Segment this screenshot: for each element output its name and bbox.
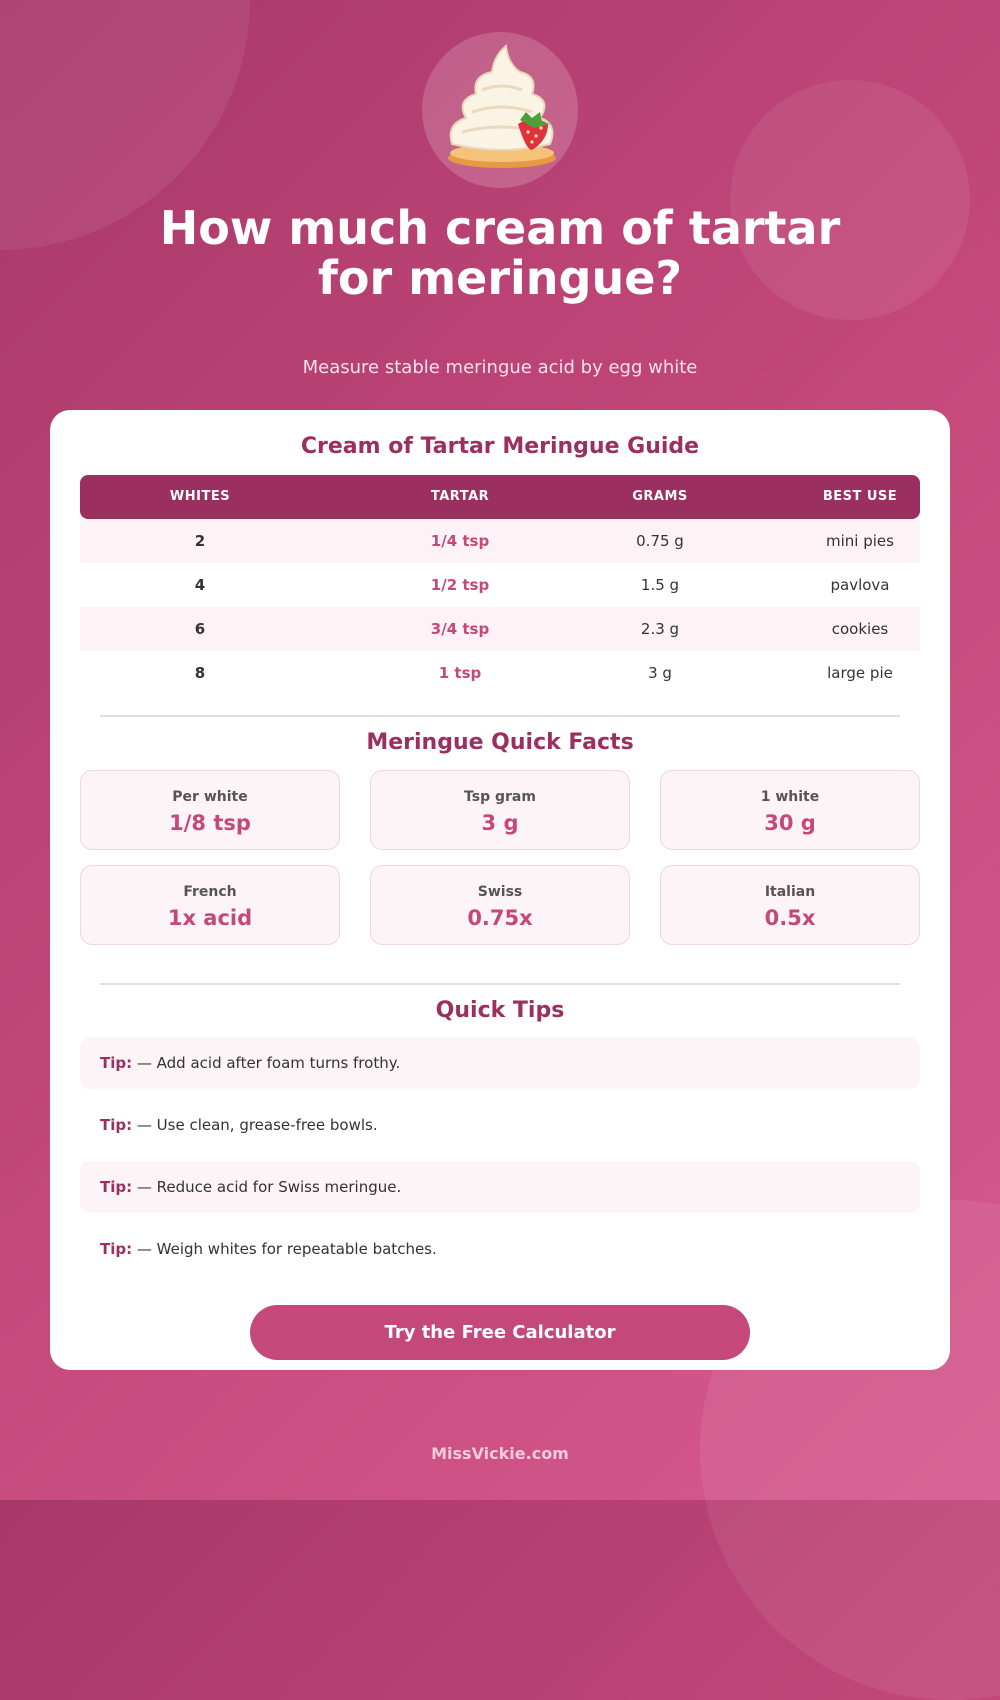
fact-value: 1x acid (167, 906, 253, 930)
grams-cell: 0.75 g (636, 532, 684, 550)
column-header-best-use: BEST USE (822, 489, 898, 504)
fact-label: Tsp gram (464, 789, 536, 805)
table-row (80, 607, 920, 651)
fact-label: 1 white (760, 789, 820, 805)
grams-cell: 1.5 g (640, 576, 680, 594)
fact-label: French (183, 884, 237, 900)
fact-card (660, 770, 920, 850)
guide-table (80, 475, 920, 695)
fact-label: Per white (172, 789, 248, 805)
tip-item (80, 1099, 920, 1151)
tip-item (80, 1223, 920, 1275)
table-row (80, 519, 920, 563)
table-row (80, 563, 920, 607)
best-use-cell: mini pies (826, 532, 894, 550)
meringue-icon (422, 32, 578, 188)
tartar-cell: 3/4 tsp (430, 620, 490, 638)
fact-label: Italian (764, 884, 816, 900)
tip-text: — Weigh whites for repeatable batches. (136, 1240, 437, 1258)
fact-value: 0.5x (764, 906, 816, 930)
tip-label: Tip: (100, 1240, 133, 1258)
section-divider (100, 983, 900, 985)
footer-brand: MissVickie.com (431, 1444, 569, 1463)
fact-card (660, 865, 920, 945)
tip-text: — Reduce acid for Swiss meringue. (136, 1178, 402, 1196)
fact-label: Swiss (477, 884, 523, 900)
page-title-line-1: How much cream of tartar (159, 201, 841, 255)
tartar-cell: 1 tsp (438, 664, 482, 682)
best-use-cell: large pie (827, 664, 893, 682)
best-use-cell: pavlova (830, 576, 890, 594)
fact-card (80, 865, 340, 945)
section-divider (100, 715, 900, 717)
fact-value: 30 g (764, 811, 816, 835)
column-header-grams: GRAMS (632, 489, 688, 504)
table-header-row (80, 475, 920, 519)
tip-label: Tip: (100, 1116, 133, 1134)
page-title (100, 203, 900, 303)
tip-item (80, 1161, 920, 1213)
best-use-cell: cookies (831, 620, 889, 638)
tip-label: Tip: (100, 1054, 133, 1072)
fact-value: 3 g (481, 811, 519, 835)
whites-cell: 2 (194, 532, 206, 550)
column-header-whites: WHITES (169, 489, 231, 504)
fact-value: 0.75x (467, 906, 533, 930)
table-row (80, 651, 920, 695)
tartar-cell: 1/2 tsp (430, 576, 490, 594)
facts-title: Meringue Quick Facts (366, 730, 634, 755)
fact-card (370, 770, 630, 850)
grams-cell: 2.3 g (640, 620, 680, 638)
fact-card (370, 865, 630, 945)
free-calculator-button[interactable]: Try the Free Calculator (250, 1305, 750, 1360)
whites-cell: 6 (194, 620, 206, 638)
tip-text: — Add acid after foam turns frothy. (136, 1054, 401, 1072)
page-title-line-2: for meringue? (317, 251, 683, 305)
grams-cell: 3 g (648, 664, 672, 682)
tips-title: Quick Tips (435, 998, 565, 1023)
content-card (50, 410, 950, 1370)
tip-item (80, 1037, 920, 1089)
page-subtitle: Measure stable meringue acid by egg white (302, 357, 698, 378)
guide-title: Cream of Tartar Meringue Guide (300, 434, 700, 459)
column-header-tartar: TARTAR (430, 489, 490, 504)
fact-value: 1/8 tsp (169, 811, 251, 835)
tartar-cell: 1/4 tsp (430, 532, 490, 550)
tip-label: Tip: (100, 1178, 133, 1196)
whites-cell: 4 (194, 576, 206, 594)
fact-card (80, 770, 340, 850)
whites-cell: 8 (194, 664, 206, 682)
tip-text: — Use clean, grease-free bowls. (136, 1116, 378, 1134)
